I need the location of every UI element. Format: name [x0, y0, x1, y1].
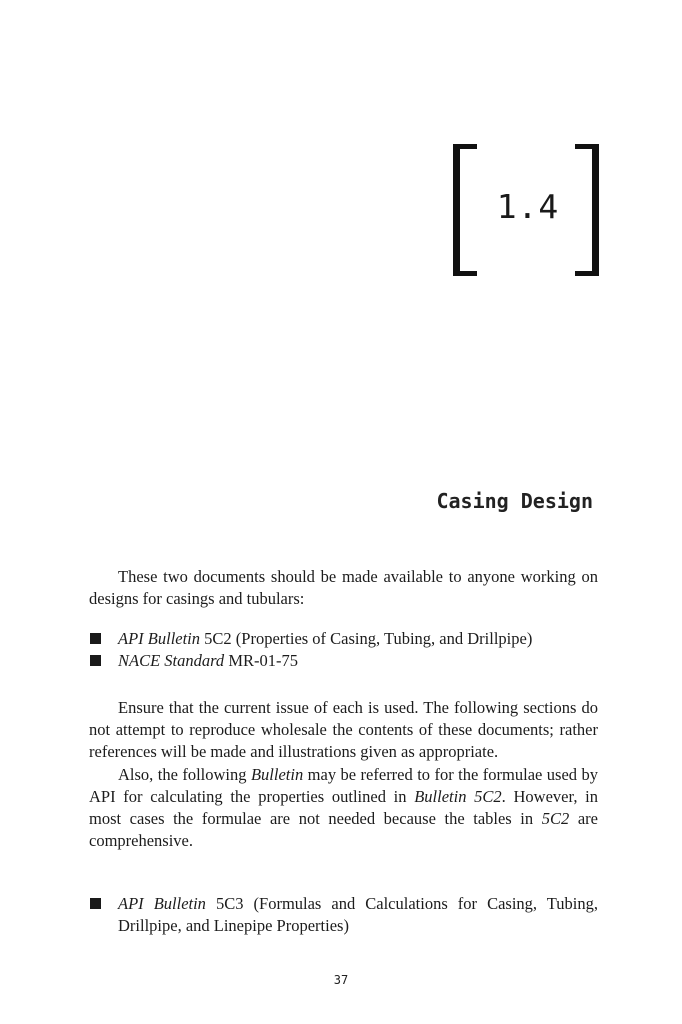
chapter-title: Casing Design: [436, 489, 593, 513]
list-item: [89, 628, 598, 650]
formulae-text-1: Also, the following: [118, 764, 251, 784]
chapter-number: 1.4: [496, 187, 560, 226]
formulae-italic-2: Bulletin 5C2: [414, 786, 502, 806]
formulae-italic-3: 5C2: [541, 809, 570, 829]
body-paragraphs: [89, 697, 598, 852]
right-bracket: [575, 144, 599, 276]
formulae-italic-1: Bulletin: [250, 764, 304, 784]
bullet-square-icon: [90, 898, 101, 909]
page-number: 37: [333, 973, 349, 987]
left-bracket: [453, 144, 477, 276]
formulae-paragraph: [89, 764, 598, 853]
bullet-square-icon: [90, 633, 101, 644]
issue-paragraph: Ensure that the current issue of each is used. The following sections do not attempt to reproduce wholesale the contents of these documents; rather references will be made and illustrations given as appropriate.: [89, 698, 598, 762]
list-item: [89, 893, 598, 937]
intro-paragraph: [89, 566, 598, 610]
list-item: [89, 650, 598, 672]
document-name: API Bulletin: [118, 629, 201, 648]
intro-text: These two documents should be made available to anyone working on designs for casings and tubulars:: [89, 567, 598, 609]
documents-list: [89, 628, 598, 672]
formulae-text-4: are comprehensive.: [89, 809, 598, 851]
formulas-list: [89, 893, 598, 937]
chapter-number-block: [453, 144, 599, 276]
bullet-square-icon: [90, 655, 101, 666]
document-name: NACE Standard: [118, 651, 225, 671]
document-description: 5C2 (Properties of Casing, Tubing, and Drillpipe): [200, 629, 533, 648]
formulae-text-3: . However, in most cases the formulae are not needed because the tables in: [89, 786, 598, 829]
document-description: 5C3 (Formulas and Calculations for Casing, Tubing, Drillpipe, and Linepipe Properties): [118, 894, 598, 936]
document-name: API Bulletin: [118, 894, 206, 913]
formulae-text-2: may be referred to for the formulae used by API for calculating the properties outlined in: [89, 764, 598, 806]
document-description: MR-01-75: [224, 651, 298, 671]
